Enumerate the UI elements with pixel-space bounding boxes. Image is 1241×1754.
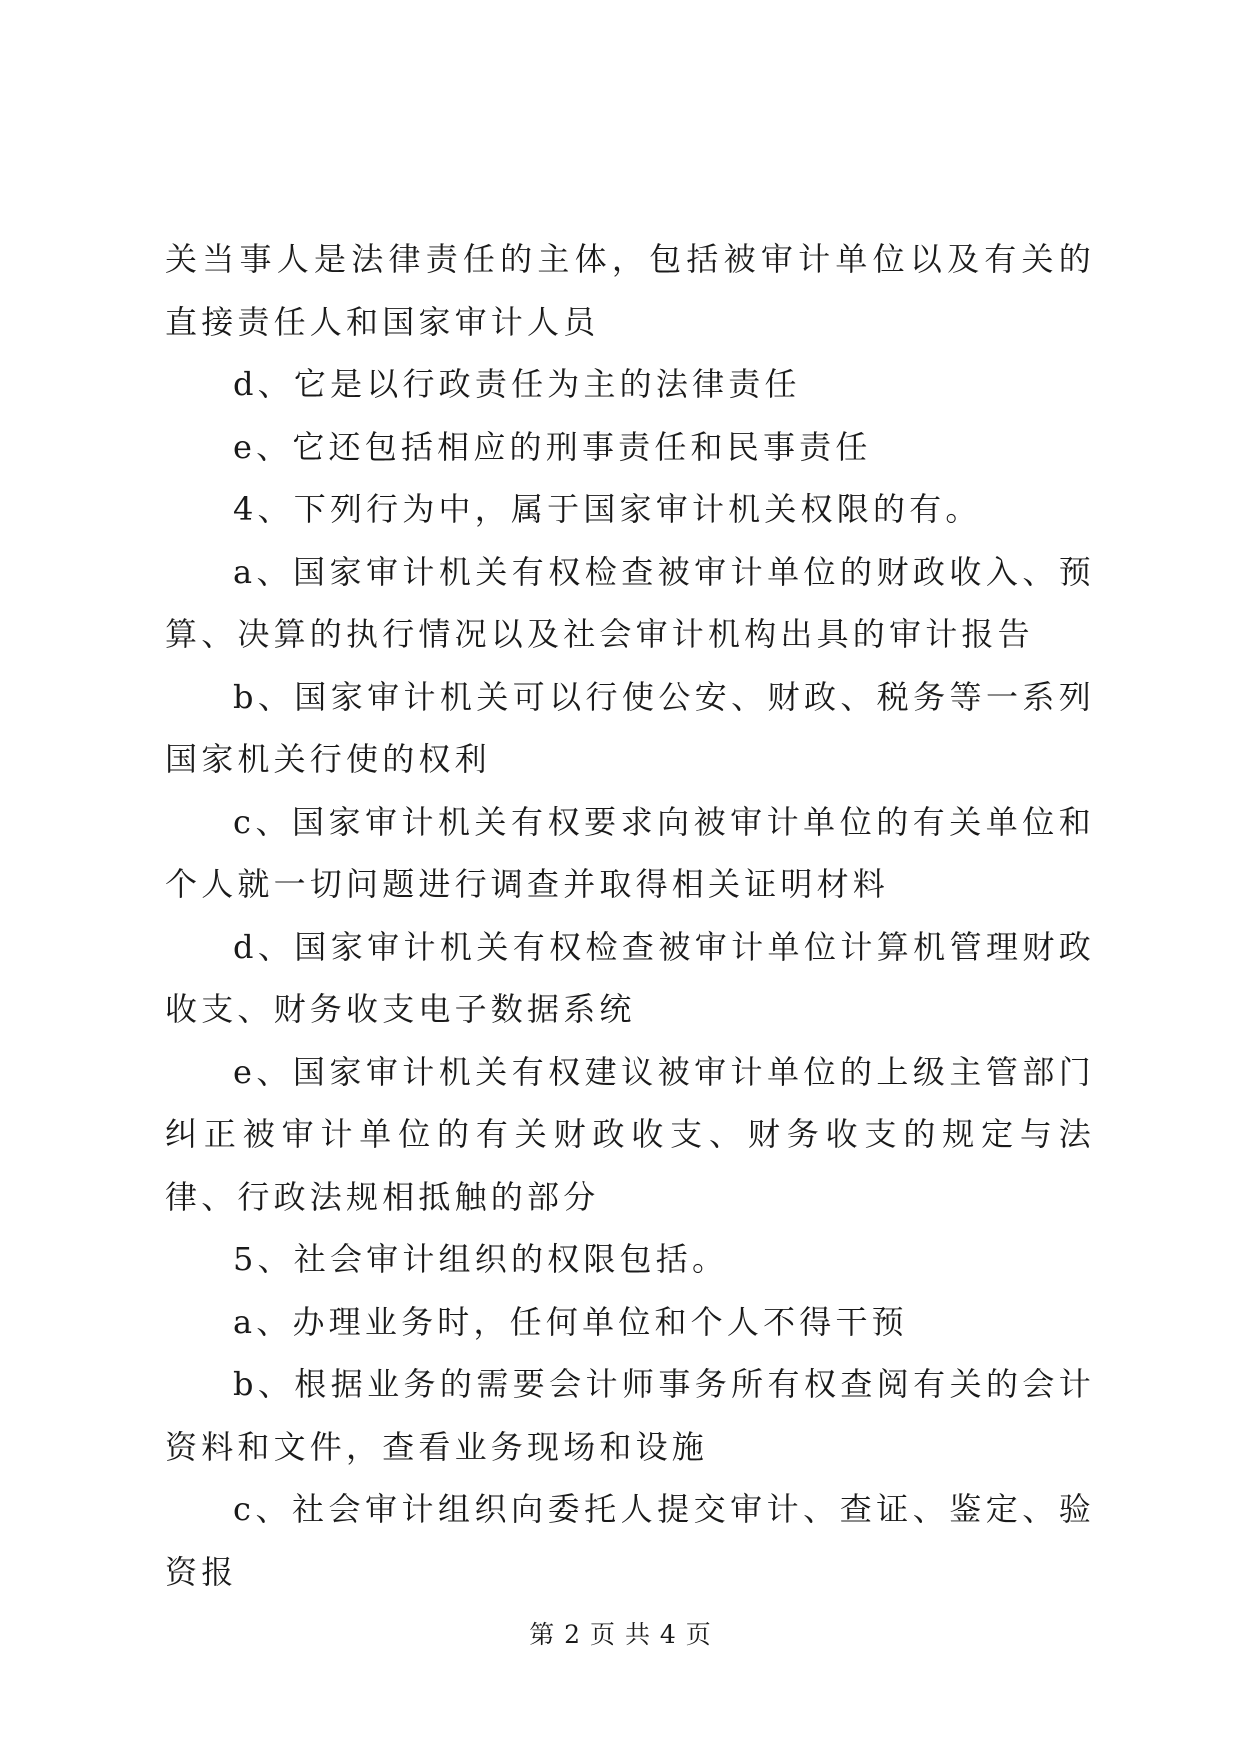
option-b: b、国家审计机关可以行使公安、财政、税务等一系列国家机关行使的权利 (165, 677, 1095, 778)
page-number-footer: 第 2 页 共 4 页 (529, 1620, 712, 1649)
question-5: 5、社会审计组织的权限包括。 (233, 1240, 729, 1278)
question-4: 4、下列行为中，属于国家审计机关权限的有。 (233, 490, 982, 528)
paragraph: e、它还包括相应的刑事责任和民事责任 (233, 427, 872, 466)
option-c: c、社会审计组织向委托人提交审计、查证、鉴定、验资报 (165, 1490, 1095, 1591)
option-a: a、国家审计机关有权检查被审计单位的财政收入、预算、决算的执行情况以及社会审计机构出具的审计报告 (165, 552, 1095, 653)
option-b: b、根据业务的需要会计师事务所有权查阅有关的会计资料和文件，查看业务现场和设施 (165, 1365, 1095, 1466)
option-c: c、国家审计机关有权要求向被审计单位的有关单位和个人就一切问题进行调查并取得相关证明材料 (165, 802, 1095, 903)
paragraph: d、它是以行政责任为主的法律责任 (233, 365, 801, 403)
option-d: d、国家审计机关有权检查被审计单位计算机管理财政收支、财务收支电子数据系统 (165, 927, 1095, 1028)
document-body (165, 228, 1095, 1603)
option-a: a、办理业务时，任何单位和个人不得干预 (233, 1302, 908, 1341)
paragraph: 关当事人是法律责任的主体，包括被审计单位以及有关的直接责任人和国家审计人员 (165, 240, 1095, 341)
option-e: e、国家审计机关有权建议被审计单位的上级主管部门纠正被审计单位的有关财政收支、财务收支的规定与法律、行政法规相抵触的部分 (165, 1052, 1095, 1216)
